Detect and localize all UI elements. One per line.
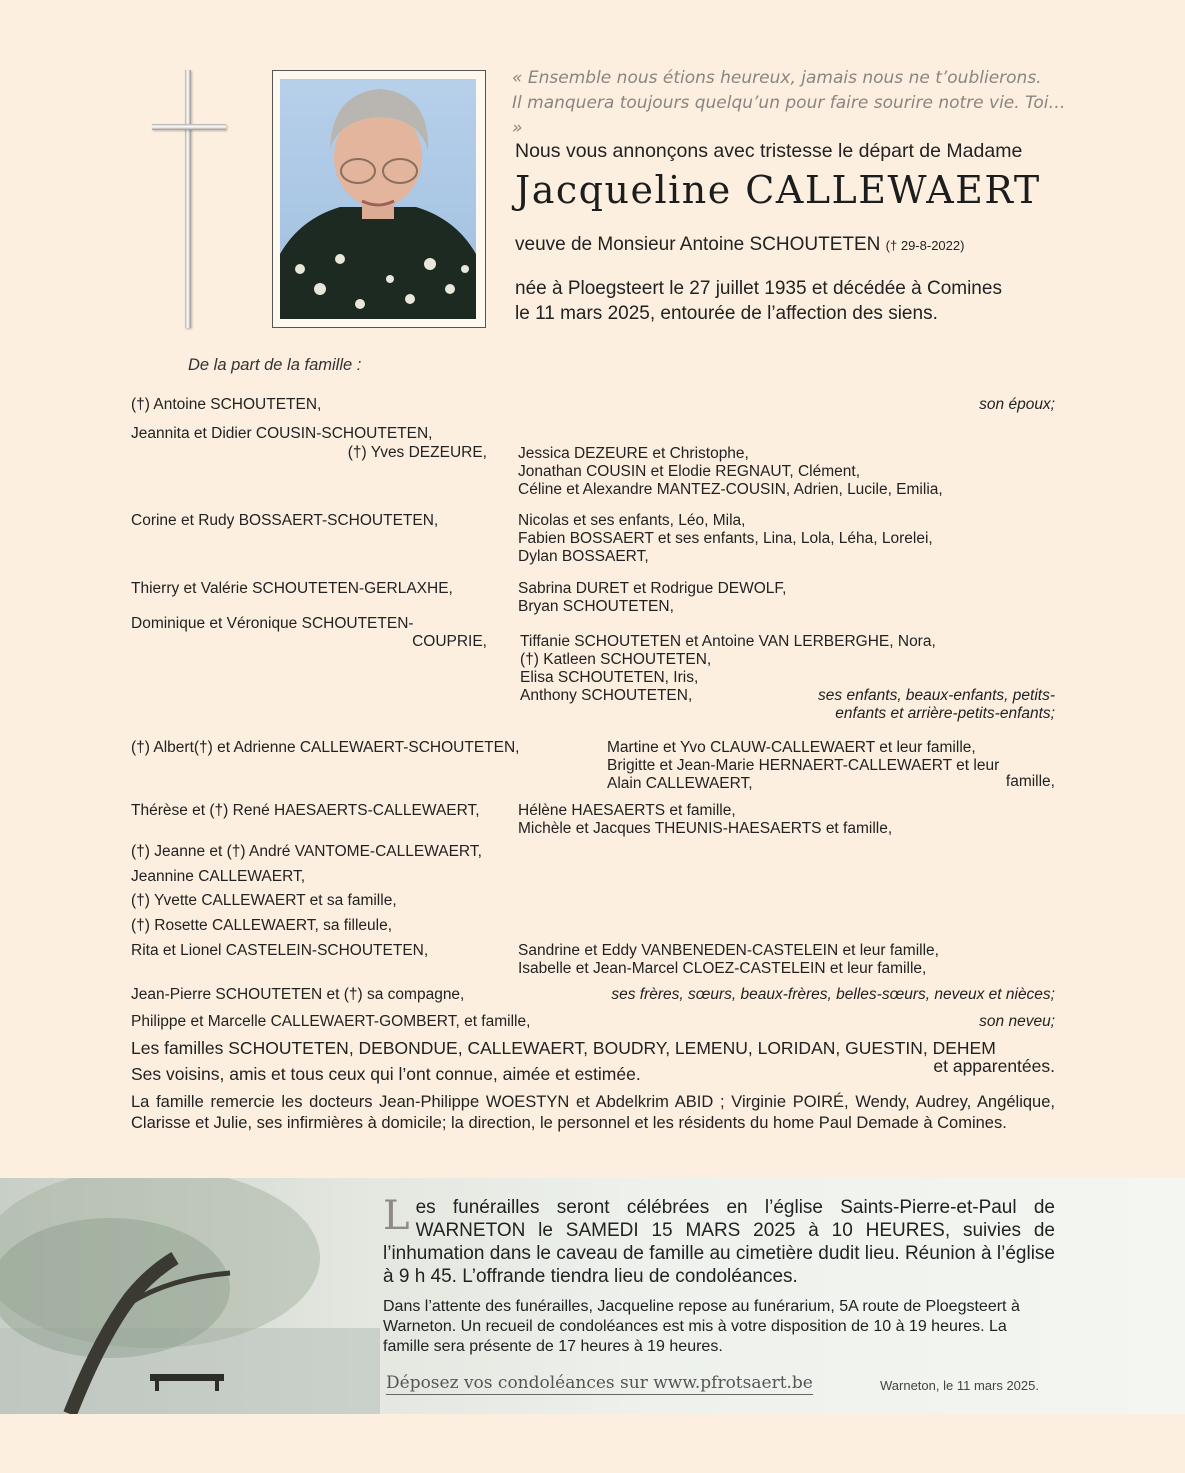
family-line: COUPRIE, bbox=[412, 633, 487, 650]
neighbours-line: Ses voisins, amis et tous ceux qui l’ont connue, aimée et estimée. bbox=[131, 1064, 641, 1084]
thanks-paragraph: La famille remercie les docteurs Jean-Philippe WOESTYN et Abdelkrim ABID ; Virginie POIRÉ, Wendy, Audrey, Angélique, Clarisse et Julie, ses infirmières à domicile; la direction, le personnel et les résidents du home Paul Demade à Comines. bbox=[131, 1093, 1055, 1132]
related-families-suffix: et apparentées. bbox=[933, 1056, 1055, 1076]
family-line: Jean-Pierre SCHOUTETEN et (†) sa compagne, bbox=[131, 986, 465, 1003]
family-line: (†) Antoine SCHOUTETEN, bbox=[131, 396, 322, 413]
descendant-line: Fabien BOSSAERT et ses enfants, Lina, Lola, Léha, Lorelei, bbox=[518, 530, 933, 547]
descendant-line: Martine et Yvo CLAUW-CALLEWAERT et leur famille, bbox=[607, 739, 976, 756]
family-relation: famille, bbox=[1005, 773, 1055, 790]
descendant-line: Isabelle et Jean-Marcel CLOEZ-CASTELEIN et leur famille, bbox=[518, 960, 927, 977]
family-line: (†) Yves DEZEURE, bbox=[347, 444, 487, 461]
funeral-text: es funérailles seront célébrées en l’église Saints-Pierre-et-Paul de WARNETON le SAMEDI 15 MARS 2025 à 10 HEURES, suivies de l’inhumation dans le caveau de famille au cimetière dudit lieu. Réunion à l’église à 9 h 45. L’offrande tiendra lieu de condoléances. bbox=[383, 1197, 1055, 1287]
family-line: Dominique et Véronique SCHOUTETEN- bbox=[131, 615, 414, 632]
family-line: Corine et Rudy BOSSAERT-SCHOUTETEN, bbox=[131, 512, 439, 529]
descendant-line: Alain CALLEWAERT, bbox=[607, 775, 753, 792]
willow-tree-image bbox=[0, 1178, 380, 1414]
cross-bar bbox=[152, 124, 226, 130]
family-relation: son neveu; bbox=[979, 1013, 1055, 1030]
life-dates bbox=[515, 276, 1075, 326]
descendant-line: Bryan SCHOUTETEN, bbox=[518, 598, 674, 615]
quote-line-2: Il manquera toujours quelqu’un pour faire sourire notre vie. Toi… » bbox=[512, 93, 1066, 138]
birth-line: née à Ploegsteert le 27 juillet 1935 et décédée à Comines bbox=[515, 278, 1002, 299]
deceased-name: Jacqueline CALLEWAERT bbox=[515, 168, 1041, 212]
from-family-heading: De la part de la famille : bbox=[188, 356, 362, 374]
death-line: le 11 mars 2025, entourée de l’affection des siens. bbox=[515, 303, 938, 324]
family-relation: ses enfants, beaux-enfants, petits- bbox=[818, 687, 1055, 704]
descendant-line: Elisa SCHOUTETEN, Iris, bbox=[520, 669, 699, 686]
descendant-line: Céline et Alexandre MANTEZ-COUSIN, Adrien, Lucile, Emilia, bbox=[518, 481, 943, 498]
cross-icon bbox=[185, 70, 191, 328]
family-line: Rita et Lionel CASTELEIN-SCHOUTETEN, bbox=[131, 942, 429, 959]
place-date: Warneton, le 11 mars 2025. bbox=[880, 1378, 1039, 1393]
descendant-line: Jonathan COUSIN et Elodie REGNAUT, Clément, bbox=[518, 463, 860, 480]
descendant-line: (†) Katleen SCHOUTETEN, bbox=[520, 651, 712, 668]
widow-of bbox=[515, 234, 964, 256]
descendant-line: Hélène HAESAERTS et famille, bbox=[518, 802, 736, 819]
descendant-line: Sandrine et Eddy VANBENEDEN-CASTELEIN et leur famille, bbox=[518, 942, 939, 959]
family-relation: son époux; bbox=[979, 396, 1055, 413]
quote-line-1: « Ensemble nous étions heureux, jamais nous ne t’oublierons. bbox=[512, 68, 1042, 88]
widow-text: veuve de Monsieur Antoine SCHOUTETEN bbox=[515, 234, 881, 255]
family-line: (†) Yvette CALLEWAERT et sa famille, bbox=[131, 892, 397, 909]
family-line: Jeannita et Didier COUSIN-SCHOUTETEN, bbox=[131, 425, 433, 442]
family-line: Philippe et Marcelle CALLEWAERT-GOMBERT, et famille, bbox=[131, 1013, 531, 1030]
family-line: Thérèse et (†) René HAESAERTS-CALLEWAERT, bbox=[131, 802, 480, 819]
family-relation: enfants et arrière-petits-enfants; bbox=[835, 705, 1055, 722]
descendant-line: Jessica DEZEURE et Christophe, bbox=[518, 445, 749, 462]
condolences-link[interactable]: Déposez vos condoléances sur www.pfrotsaert.be bbox=[386, 1373, 813, 1393]
drop-cap: L bbox=[383, 1193, 410, 1239]
family-relation: ses frères, sœurs, beaux-frères, belles-sœurs, neveux et nièces; bbox=[611, 986, 1055, 1003]
related-families: Les familles SCHOUTETEN, DEBONDUE, CALLEWAERT, BOUDRY, LEMENU, LORIDAN, GUESTIN, DEHEM bbox=[131, 1038, 996, 1058]
descendant-line: Sabrina DURET et Rodrigue DEWOLF, bbox=[518, 580, 787, 597]
family-line: (†) Rosette CALLEWAERT, sa filleule, bbox=[131, 917, 393, 934]
descendant-line: Dylan BOSSAERT, bbox=[518, 548, 649, 565]
family-line: (†) Albert(†) et Adrienne CALLEWAERT-SCHOUTETEN, bbox=[131, 739, 520, 756]
family-line: Thierry et Valérie SCHOUTETEN-GERLAXHE, bbox=[131, 580, 453, 597]
descendant-line: Michèle et Jacques THEUNIS-HAESAERTS et famille, bbox=[518, 820, 893, 837]
descendant-line: Nicolas et ses enfants, Léo, Mila, bbox=[518, 512, 746, 529]
descendant-line: Brigitte et Jean-Marie HERNAERT-CALLEWAERT et leur bbox=[607, 757, 1000, 774]
descendant-line: Tiffanie SCHOUTETEN et Antoine VAN LERBERGHE, Nora, bbox=[520, 633, 936, 650]
descendant-line: Anthony SCHOUTETEN, bbox=[520, 687, 693, 704]
announcement-intro: Nous vous annonçons avec tristesse le départ de Madame bbox=[515, 140, 1023, 162]
funerarium-info: Dans l’attente des funérailles, Jacqueline repose au funérarium, 5A route de Ploegsteert à Warneton. Un recueil de condoléances est mis à votre disposition de 10 à 19 heures. La famille sera présente de 17 heures à 19 heures. bbox=[383, 1298, 1020, 1355]
family-line: (†) Jeanne et (†) André VANTOME-CALLEWAERT, bbox=[131, 843, 482, 860]
epitaph-quote bbox=[512, 66, 1072, 141]
family-line: Jeannine CALLEWAERT, bbox=[131, 868, 306, 885]
widow-date: († 29-8-2022) bbox=[885, 238, 965, 253]
portrait-photo bbox=[280, 79, 476, 319]
funeral-announcement bbox=[383, 1193, 1055, 1288]
